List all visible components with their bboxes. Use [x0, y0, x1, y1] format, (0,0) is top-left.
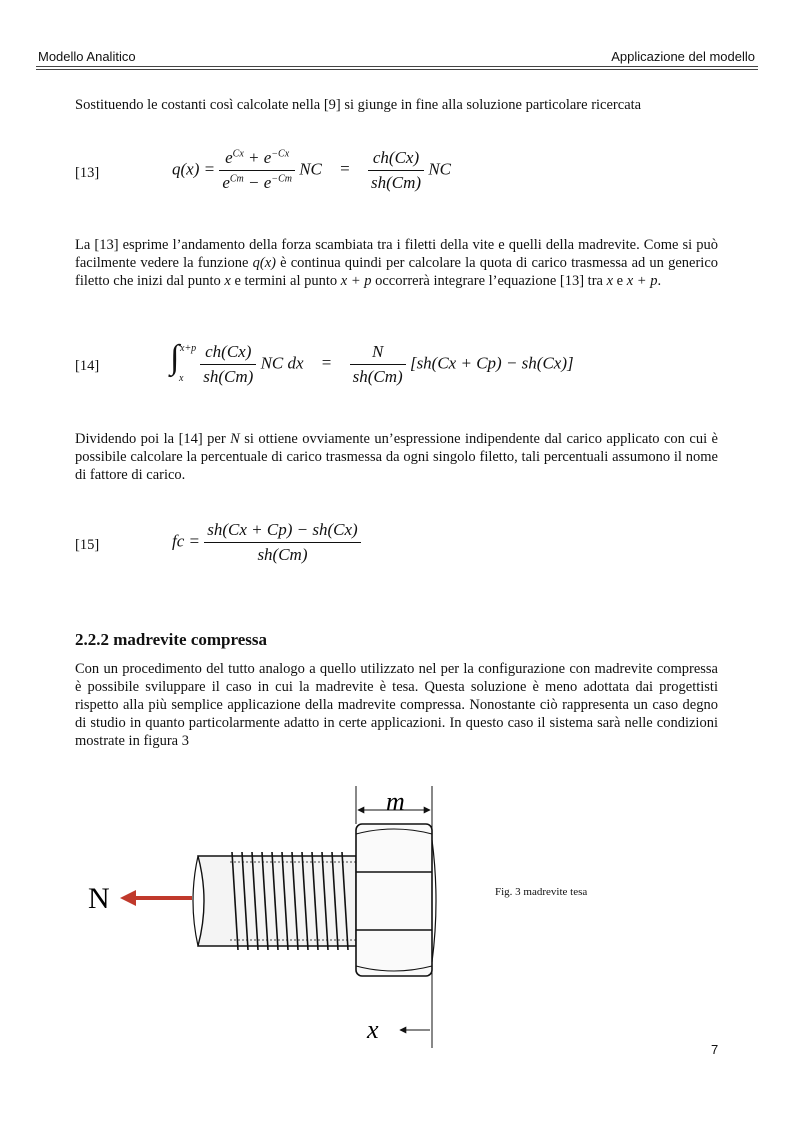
- eq14-nc-dx: NC dx: [260, 353, 304, 373]
- paragraph-intro: Sostituendo le costanti così calcolate nella [9] si giunge in fine alla soluzione particolare ricercata: [75, 97, 642, 113]
- eq15-fraction: $\frac{sh(Cx + Cp) - sh(Cx)}{sh(Cm)}$: [204, 520, 360, 565]
- eq13-nc-2: NC: [428, 159, 451, 179]
- paragraph-tensioned-nut: Con un procedimento del tutto analogo a quello utilizzato nel per la configurazione con madrevite compressa è possibile sviluppare il caso in cui la madrevite è tesa. Questa soluzione è meno adottata dai progettisti rispetto alla più semplice applicazione della madrevite compressa. Nonostante ciò rappresenta un caso degno di studio in quanto particolarmente adatto in certe applicazioni. In questo caso il sistema sarà nelle condizioni mostrate in figura 3: [75, 661, 718, 749]
- label-m: m: [386, 787, 405, 816]
- hex-nut: [356, 824, 432, 976]
- equation-15: [172, 520, 361, 565]
- eq15-lhs: fc =: [172, 531, 200, 551]
- bolt-end: [193, 856, 198, 946]
- header-rule-top: [36, 66, 758, 67]
- figure-caption: Fig. 3 madrevite tesa: [495, 886, 588, 898]
- paragraph-load-factor: Dividendo poi la [14] per N si ottiene ovviamente un’espressione indipendente dal carico applicato con cui è possibile calcolare la percentuale di carico trasmessa da ogni singolo filetto, tali percentuali assumono il nome di fattore di carico.: [75, 431, 718, 483]
- eq13-fraction-exp: $\frac{e^{Cx} + e^{-Cx}}{e^{Cm} - e^{-Cm}}$: [219, 148, 295, 193]
- page-number: 7: [711, 1042, 719, 1057]
- load-arrow-head: [120, 890, 136, 906]
- eq14-bracket-term: [sh(Cx + Cp) − sh(Cx)]: [409, 353, 574, 373]
- label-n: N: [88, 882, 110, 915]
- eq14-equals: =: [321, 353, 332, 373]
- eq13-equals: =: [340, 159, 350, 179]
- eq14-fraction-2: $\frac{N}{sh(Cm)}$: [350, 342, 406, 387]
- header-section-title: Applicazione del modello: [611, 49, 755, 64]
- equation-14: [170, 338, 574, 387]
- section-heading: 2.2.2 madrevite compressa: [75, 630, 268, 649]
- eq14-fraction-1: $\frac{ch(Cx)}{sh(Cm)}$: [200, 342, 256, 387]
- equation-15-label: [15]: [75, 537, 100, 553]
- eq13-nc-1: NC: [299, 159, 322, 179]
- figure-tensioned-nut: [80, 780, 460, 1050]
- equation-14-label: [14]: [75, 358, 100, 374]
- paragraph-integration: La [13] esprime l’andamento della forza scambiata tra i filetti della vite e quelli della madrevite. Come si può facilmente vedere la funzione q(x) è continua quindi per calcolare la quota di carico trasmessa ad un generico filetto che inizi dal punto x e termini al punto x + p occorrerà integrare l’equazione [13] tra x e x + p.: [75, 237, 718, 289]
- eq14-integral: ∫ x+p x: [170, 338, 197, 384]
- label-x: x: [367, 1015, 379, 1044]
- equation-13-label: [13]: [75, 165, 100, 181]
- header-chapter-title: Modello Analitico: [38, 49, 136, 64]
- header-rule-bottom: [36, 69, 758, 70]
- eq13-fraction-hyperbolic: $\frac{ch(Cx)}{sh(Cm)}$: [368, 148, 424, 193]
- eq13-lhs: q(x) =: [172, 159, 216, 179]
- equation-13: [172, 148, 451, 193]
